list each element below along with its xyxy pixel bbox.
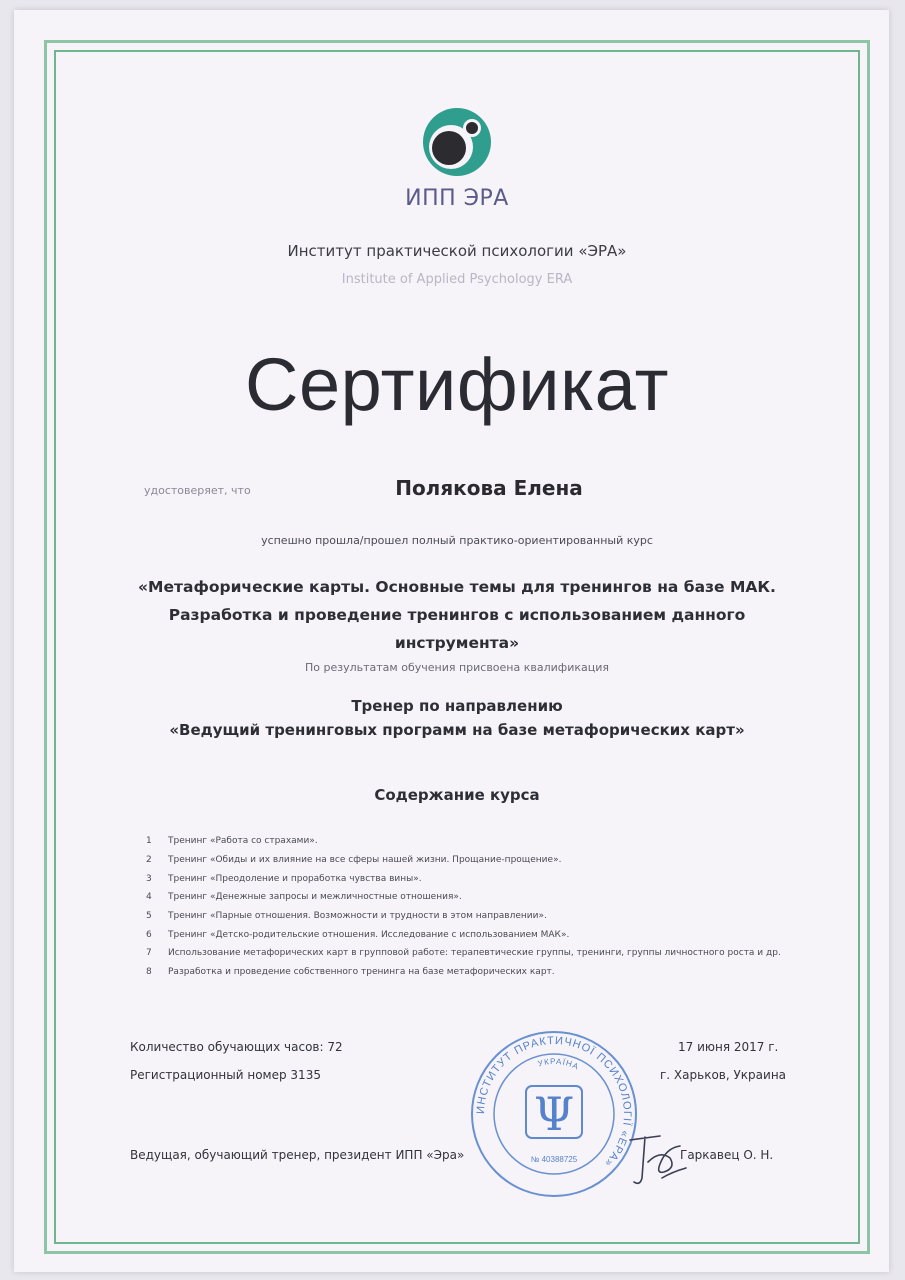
stamp [468, 1028, 640, 1204]
certificate-title: Сертификат [245, 343, 669, 426]
list-item: 8 Разработка и проведение собственного тренинга на базе метафорических карт. [146, 967, 555, 978]
certifies-prefix: удостоверяет, что [144, 484, 251, 497]
issue-place: г. Харьков, Украина [660, 1068, 787, 1082]
institute-name-en: Institute of Applied Psychology ERA [341, 272, 573, 287]
signer-name: Гаркавец О. Н. [680, 1148, 774, 1162]
registration-number: Регистрационный номер 3135 [130, 1068, 321, 1082]
list-item: 5 Тренинг «Парные отношения. Возможности и трудности в этом направлении». [146, 911, 547, 922]
qualification-line2: «Ведущий тренинговых программ на базе метафорических карт» [169, 721, 745, 739]
svg-text:УКРАЇНА [537, 1057, 581, 1072]
hours-label: Количество обучающих часов: 72 [130, 1040, 343, 1054]
list-item: 1 Тренинг «Работа со страхами». [146, 836, 318, 847]
qualification [114, 694, 800, 742]
stamp-ring-text: ИНСТИТУТ ПРАКТИЧНОЇ ПСИХОЛОГІЇ «ЕРА» [474, 1034, 634, 1170]
qualification-line1: Тренер по направлению [351, 697, 563, 715]
list-item: 4 Тренинг «Денежные запросы и межличностные отношения». [146, 892, 462, 903]
list-item: 2 Тренинг «Обиды и их влияние на все сферы нашей жизни. Прощание-прощение». [146, 855, 562, 866]
list-item: 3 Тренинг «Преодоление и проработка чувства вины». [146, 873, 422, 884]
content-list [146, 832, 866, 982]
qualification-intro: По результатам обучения присвоена квалификация [305, 661, 609, 674]
course-name [114, 573, 800, 657]
issue-date: 17 июня 2017 г. [678, 1040, 779, 1054]
recipient-name: Полякова Елена [395, 476, 583, 500]
institute-name-ru: Институт практической психологии «ЭРА» [287, 242, 627, 260]
list-item: 6 Тренинг «Детско-родительские отношения. Исследование с использованием МАК». [146, 929, 570, 940]
list-item: 7 Использование метафорических карт в групповой работе: терапевтические группы, тренинги, группы личностного роста и др. [146, 948, 781, 959]
course-name-line2: Разработка и проведение тренингов с использованием данного инструмента» [168, 606, 746, 652]
logo-text: ИПП ЭРА [405, 186, 509, 211]
era-logo-icon [377, 106, 537, 194]
psi-symbol-icon: Ψ [533, 1087, 575, 1141]
course-name-line1: «Метафорические карты. Основные темы для тренингов на базе МАК. [138, 578, 776, 596]
certificate-page [14, 10, 889, 1272]
signer-role: Ведущая, обучающий тренер, президент ИПП «Эра» [130, 1148, 465, 1162]
signature-image [620, 1128, 690, 1196]
completed-text: успешно прошла/прошел полный практико-ориентированный курс [261, 534, 653, 547]
stamp-country: УКРАЇНА [536, 1056, 581, 1072]
content-title: Содержание курса [374, 786, 540, 804]
stamp-number: № 40388725 [530, 1155, 578, 1164]
